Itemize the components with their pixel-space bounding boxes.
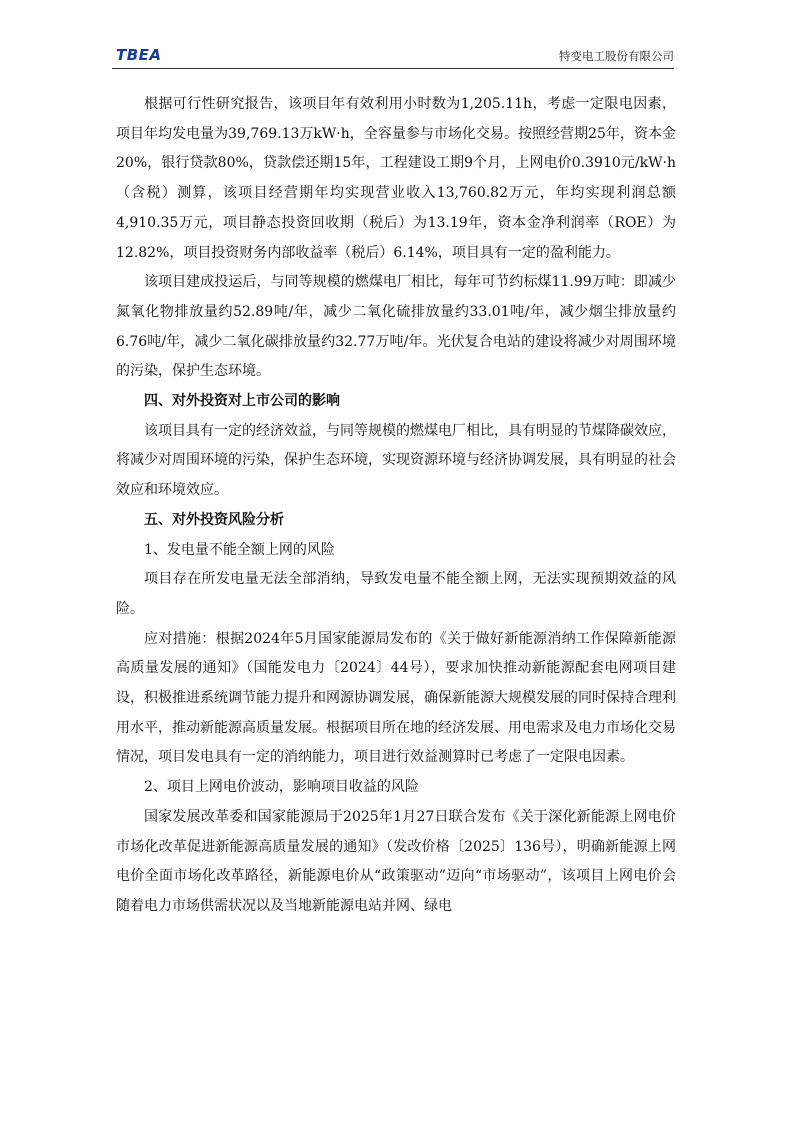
paragraph-feasibility: 根据可行性研究报告，该项目年有效利用小时数为1,205.11h，考虑一定限电因素，项目年均发电量为39,769.13万kW·h，全容量参与市场化交易。按照经营期25年，资本金20%，银行贷款80%，贷款偿还期15年，工程建设工期9个月，上网电价0.3910元/kW·h（含税）测算，该项目经营期年均实现营业收入13,760.82万元，年均实现利润总额4,910.35万元，项目静态投资回收期（税后）为13.19年，资本金净利润率（ROE）为12.82%，项目投资财务内部收益率（税后）6.14%，项目具有一定的盈利能力。 bbox=[116, 96, 676, 261]
document-body bbox=[116, 90, 676, 922]
paragraph-impact: 该项目具有一定的经济效益，与同等规模的燃煤电厂相比，具有明显的节煤降碳效应，将减少对周围环境的污染，保护生态环境，实现资源环境与经济协调发展，具有明显的社会效应和环境效应。 bbox=[116, 422, 676, 499]
subheading-price-risk: 2、项目上网电价波动，影响项目收益的风险 bbox=[144, 779, 419, 796]
paragraph-emissions: 该项目建成投运后，与同等规模的燃煤电厂相比，每年可节约标煤11.99万吨：即减少氮氧化物排放量约52.89吨/年，减少二氧化硫排放量约33.01吨/年，减少烟尘排放量约6.76吨/年，减少二氧化碳排放量约32.77万吨/年。光伏复合电站的建设将减少对周围环境的污染，保护生态环境。 bbox=[116, 274, 676, 380]
company-name: 特变电工股份有限公司 bbox=[559, 49, 674, 63]
header-rule bbox=[112, 68, 674, 69]
subheading-curtailment-risk: 1、发电量不能全额上网的风险 bbox=[144, 541, 335, 558]
section-heading-impact: 四、对外投资对上市公司的影响 bbox=[144, 393, 340, 410]
page-header bbox=[112, 40, 674, 70]
paragraph-price-risk: 国家发展改革委和国家能源局于2025年1月27日联合发布《关于深化新能源上网电价市场化改革促进新能源高质量发展的通知》（发改价格〔2025〕136号），明确新能源上网电价全面市场化改革路径，新能源电价从“政策驱动”迈向“市场驱动”，该项目上网电价会随着电力市场供需状况以及当地新能源电站并网、绿电 bbox=[116, 808, 676, 914]
paragraph-curtailment-risk: 项目存在所发电量无法全部消纳，导致发电量不能全额上网，无法实现预期效益的风险。 bbox=[116, 571, 676, 617]
company-logo: TBEA bbox=[116, 46, 162, 64]
paragraph-countermeasures: 应对措施：根据2024年5月国家能源局发布的《关于做好新能源消纳工作保障新能源高质量发展的通知》（国能发电力〔2024〕44号），要求加快推动新能源配套电网项目建设，积极推进系统调节能力提升和网源协调发展，确保新能源大规模发展的同时保持合理利用水平，推动新能源高质量发展。根据项目所在地的经济发展、用电需求及电力市场化交易情况，项目发电具有一定的消纳能力，项目进行效益测算时已考虑了一定限电因素。 bbox=[116, 630, 676, 766]
section-heading-risk: 五、对外投资风险分析 bbox=[144, 511, 284, 528]
